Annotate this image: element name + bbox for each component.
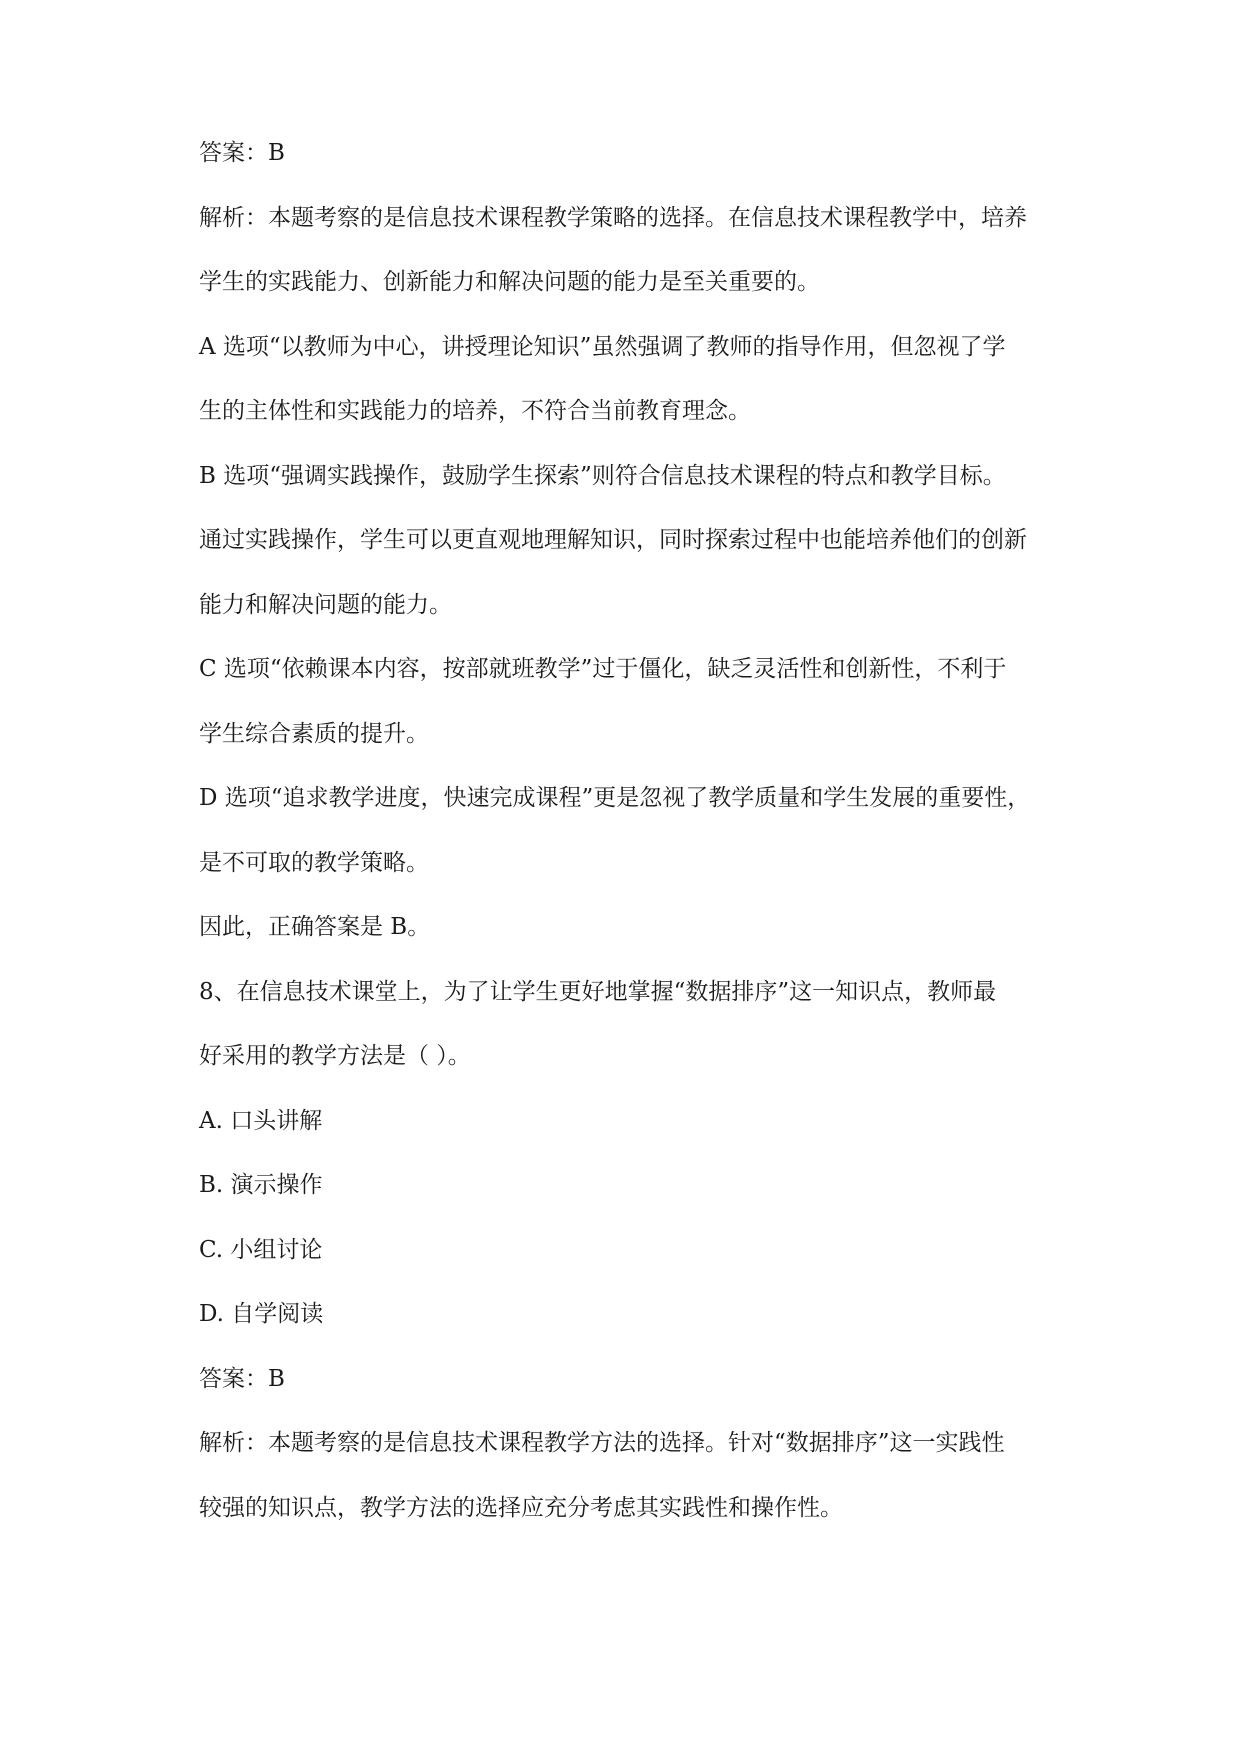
answer-line-q8: 答案：B <box>199 1365 285 1392</box>
option-c-analysis-line: C 选项“依赖课本内容，按部就班教学”过于僵化，缺乏灵活性和创新性，不利于 <box>199 656 1007 682</box>
answer-line-q7: 答案：B <box>199 140 285 166</box>
document-body <box>199 138 1089 1557</box>
text-line: 是不可取的教学策略。 <box>199 849 429 876</box>
option-b-line: B. 演示操作 <box>199 1172 323 1198</box>
option-a-line: A. 口头讲解 <box>199 1107 323 1134</box>
text-line: 学生综合素质的提升。 <box>199 720 429 747</box>
option-c-line: C. 小组讨论 <box>199 1236 323 1263</box>
conclusion-line: 因此，正确答案是 B。 <box>199 914 431 940</box>
text-line: 能力和解决问题的能力。 <box>199 591 452 618</box>
option-a-analysis-line: A 选项“以教师为中心，讲授理论知识”虽然强调了教师的指导作用，但忽视了学 <box>199 333 1006 360</box>
text-line: 学生的实践能力、创新能力和解决问题的能力是至关重要的。 <box>199 269 820 295</box>
text-line: 生的主体性和实践能力的培养，不符合当前教育理念。 <box>199 398 751 424</box>
explanation-line-q8: 解析：本题考察的是信息技术课程教学方法的选择。针对“数据排序”这一实践性 <box>199 1430 1005 1456</box>
text-line: 好采用的教学方法是（ ）。 <box>199 1043 471 1069</box>
option-d-analysis-line: D 选项“追求教学进度，快速完成课程”更是忽视了教学质量和学生发展的重要性， <box>199 785 1031 811</box>
question-8-line: 8、在信息技术课堂上，为了让学生更好地掌握“数据排序”这一知识点，教师最 <box>199 978 997 1005</box>
option-b-analysis-line: B 选项“强调实践操作，鼓励学生探索”则符合信息技术课程的特点和教学目标。 <box>199 462 1006 489</box>
text-line: 较强的知识点，教学方法的选择应充分考虑其实践性和操作性。 <box>199 1494 843 1521</box>
explanation-line-q7: 解析：本题考察的是信息技术课程教学策略的选择。在信息技术课程教学中，培养 <box>199 204 1027 231</box>
text-line: 通过实践操作，学生可以更直观地理解知识，同时探索过程中也能培养他们的创新 <box>199 527 1027 553</box>
option-d-line: D. 自学阅读 <box>199 1301 324 1327</box>
